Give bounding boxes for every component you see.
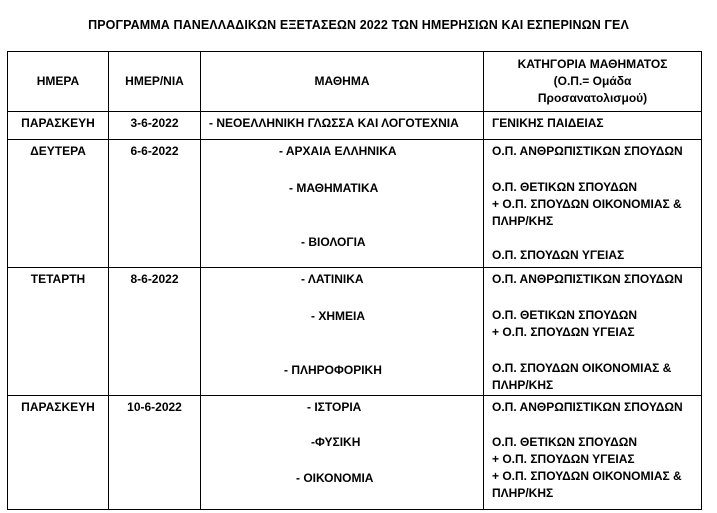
header-date: ΗΜΕΡ/ΝΙΑ xyxy=(109,52,201,112)
category-item: Ο.Π. ΑΝΘΡΩΠΙΣΤΙΚΩΝ ΣΠΟΥΔΩΝ xyxy=(492,400,683,414)
table-row xyxy=(8,112,702,140)
category-cell xyxy=(484,112,702,140)
table-row xyxy=(8,396,702,510)
subject-cell xyxy=(201,112,484,140)
category-item: ΠΛΗΡ/ΚΗΣ xyxy=(492,486,554,500)
date-cell: 10-6-2022 xyxy=(109,396,201,510)
header-subject: ΜΑΘΗΜΑ xyxy=(201,52,484,112)
category-item: Ο.Π. ΑΝΘΡΩΠΙΣΤΙΚΩΝ ΣΠΟΥΔΩΝ xyxy=(492,272,683,286)
category-item: ΠΛΗΡ/ΚΗΣ xyxy=(492,378,554,392)
category-item: ΓΕΝΙΚΗΣ ΠΑΙΔΕΙΑΣ xyxy=(492,116,604,130)
date-cell: 6-6-2022 xyxy=(109,140,201,268)
subject-item: - ΙΣΤΟΡΙΑ xyxy=(307,400,362,414)
header-category-line: (Ο.Π.= Ομάδα xyxy=(553,74,632,88)
category-cell xyxy=(484,396,702,510)
category-item: Ο.Π. ΣΠΟΥΔΩΝ ΥΓΕΙΑΣ xyxy=(492,248,625,262)
category-item: Ο.Π. ΘΕΤΙΚΩΝ ΣΠΟΥΔΩΝ xyxy=(492,180,637,194)
day-cell: ΔΕΥΤΕΡΑ xyxy=(8,140,109,268)
subject-cell xyxy=(201,140,484,268)
subject-item: - ΝΕΟΕΛΛΗΝΙΚΗ ΓΛΩΣΣΑ ΚΑΙ ΛΟΓΟΤΕΧΝΙΑ xyxy=(209,116,459,130)
category-item: Ο.Π. ΘΕΤΙΚΩΝ ΣΠΟΥΔΩΝ xyxy=(492,435,637,449)
date-cell: 3-6-2022 xyxy=(109,112,201,140)
subject-cell xyxy=(201,396,484,510)
category-item: ΠΛΗΡ/ΚΗΣ xyxy=(492,214,554,228)
category-item: Ο.Π. ΑΝΘΡΩΠΙΣΤΙΚΩΝ ΣΠΟΥΔΩΝ xyxy=(492,144,683,158)
subject-item: - ΑΡΧΑΙΑ ΕΛΛΗΝΙΚΑ xyxy=(279,144,397,158)
subject-item: - ΛΑΤΙΝΙΚΑ xyxy=(301,272,364,286)
exam-schedule-table xyxy=(7,51,702,510)
table-row xyxy=(8,140,702,268)
category-cell xyxy=(484,268,702,396)
table-row xyxy=(8,268,702,396)
category-item: Ο.Π. ΣΠΟΥΔΩΝ ΟΙΚΟΝΟΜΙΑΣ & xyxy=(492,361,672,375)
category-item: + Ο.Π. ΣΠΟΥΔΩΝ ΟΙΚΟΝΟΜΙΑΣ & xyxy=(492,469,682,483)
table-header-row xyxy=(8,52,702,112)
header-category-line: Προσανατολισμού) xyxy=(537,91,648,105)
date-cell: 8-6-2022 xyxy=(109,268,201,396)
subject-item: - ΟΙΚΟΝΟΜΙΑ xyxy=(296,471,374,485)
day-cell: ΠΑΡΑΣΚΕΥΗ xyxy=(8,112,109,140)
subject-item: -ΦΥΣΙΚΗ xyxy=(311,435,361,449)
header-category-line: ΚΑΤΗΓΟΡΙΑ ΜΑΘΗΜΑΤΟΣ xyxy=(517,57,668,71)
category-item: + Ο.Π. ΣΠΟΥΔΩΝ ΥΓΕΙΑΣ xyxy=(492,452,635,466)
category-cell xyxy=(484,140,702,268)
subject-item: - ΜΑΘΗΜΑΤΙΚΑ xyxy=(289,181,379,195)
subject-item: - ΒΙΟΛΟΓΙΑ xyxy=(301,235,366,249)
category-item: Ο.Π. ΘΕΤΙΚΩΝ ΣΠΟΥΔΩΝ xyxy=(492,308,637,322)
subject-item: - ΠΛΗΡΟΦΟΡΙΚΗ xyxy=(284,363,382,377)
day-cell: ΤΕΤΑΡΤΗ xyxy=(8,268,109,396)
document-title: ΠΡΟΓΡΑΜΜΑ ΠΑΝΕΛΛΑΔΙΚΩΝ ΕΞΕΤΑΣΕΩΝ 2022 ΤΩΝ ΗΜΕΡΗΣΙΩΝ ΚΑΙ ΕΣΠΕΡΙΝΩΝ ΓΕΛ xyxy=(88,18,629,32)
header-category xyxy=(484,52,702,112)
day-cell: ΠΑΡΑΣΚΕΥΗ xyxy=(8,396,109,510)
subject-cell xyxy=(201,268,484,396)
header-day: ΗΜΕΡΑ xyxy=(8,52,109,112)
category-item: + Ο.Π. ΣΠΟΥΔΩΝ ΥΓΕΙΑΣ xyxy=(492,325,635,339)
category-item: + Ο.Π. ΣΠΟΥΔΩΝ ΟΙΚΟΝΟΜΙΑΣ & xyxy=(492,197,682,211)
subject-item: - ΧΗΜΕΙΑ xyxy=(311,309,365,323)
